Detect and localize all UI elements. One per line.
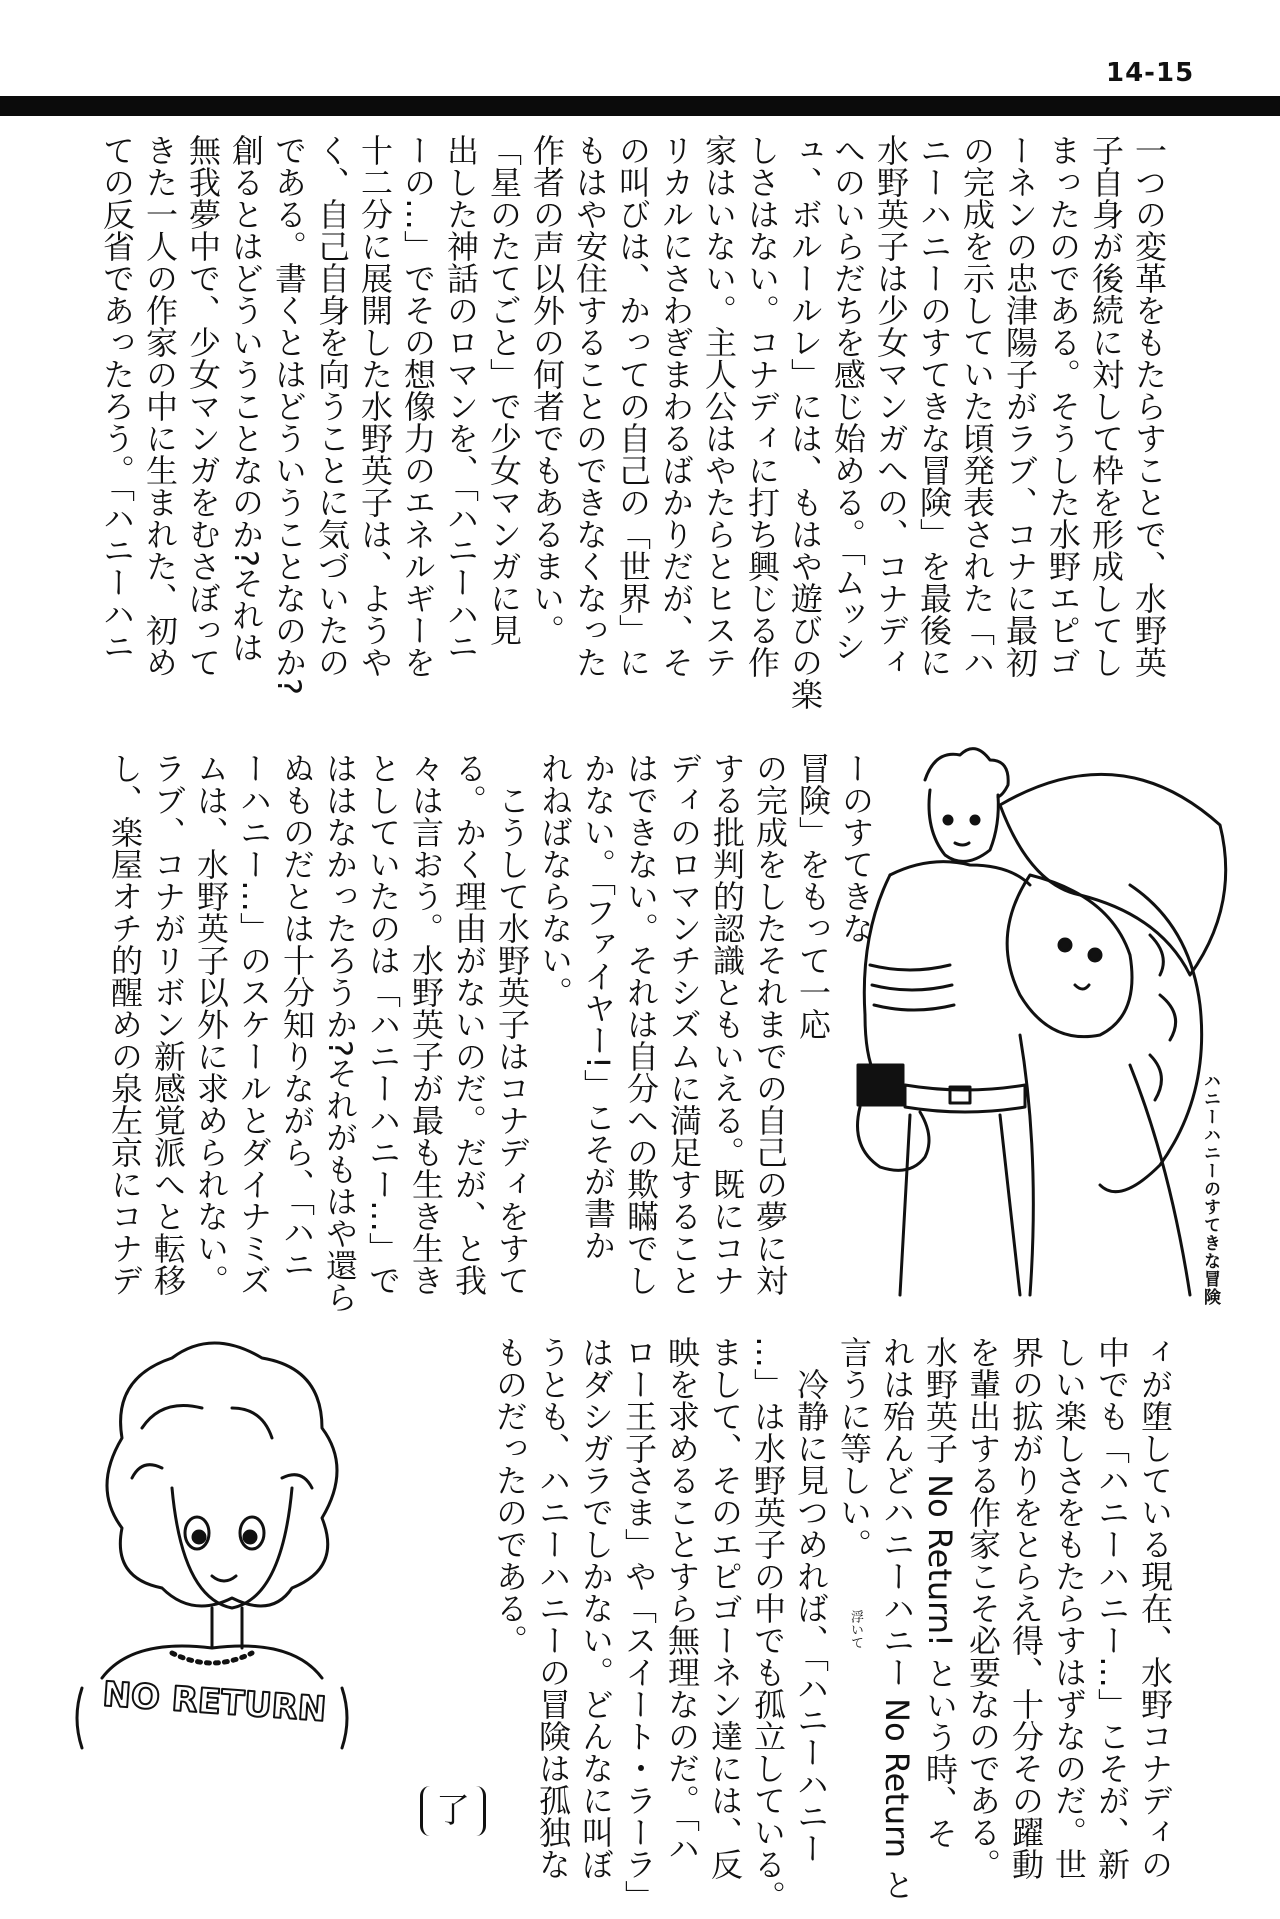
text-column: ーネンの忠津陽子がラブ、コナに最初 bbox=[1001, 134, 1039, 678]
page-number: 14-15 bbox=[1106, 58, 1195, 88]
text-column: 子自身が後続に対して枠を形成してし bbox=[1087, 134, 1125, 678]
ruby-note: 浮いて bbox=[848, 1610, 863, 1649]
text-column: かない。「ファイヤー!」こそが書か bbox=[579, 752, 617, 1261]
text-column: く、自己自身を向うことに気づいたの bbox=[313, 134, 351, 678]
text-section-middle bbox=[103, 752, 877, 1328]
text-column: もはや安住することのできなくなった bbox=[571, 134, 609, 678]
text-column: を輩出する作家こそ必要なのである。 bbox=[964, 1336, 1002, 1880]
text-column: としていたのは「ハニーハニー…」で bbox=[364, 752, 402, 1296]
text-column: る。かく理由がないのだ。だが、と我 bbox=[450, 752, 488, 1296]
text-column: うとも、ハニーハニーの冒険は孤独な bbox=[534, 1336, 572, 1880]
text-column: 十二分に展開した水野英子は、ようや bbox=[356, 134, 394, 678]
text-column: 界の拡がりをとらえ得、十分その躍動 bbox=[1007, 1336, 1045, 1880]
text-column: まったのである。そうした水野エピゴ bbox=[1044, 134, 1082, 678]
couple-illustration bbox=[830, 735, 1240, 1305]
woman-figure bbox=[1000, 774, 1226, 1295]
text-column: 水野英子は少女マンガへの、コナディ bbox=[872, 134, 910, 678]
text-column: ィが堕している現在、水野コナディの bbox=[1136, 1336, 1174, 1880]
text-column: ものだったのである。 bbox=[491, 1336, 529, 1656]
girl-illustration bbox=[62, 1318, 372, 1758]
text-column: 言うに等しい。 bbox=[835, 1336, 873, 1560]
text-column: 作者の声以外の何者でもあるまい。 bbox=[528, 134, 566, 646]
text-column: である。書くとはどういうことなのか? bbox=[270, 134, 308, 695]
text-column: れねばならない。 bbox=[536, 752, 574, 1008]
text-column: 水野英子 No Return! という時、そ bbox=[921, 1336, 959, 1850]
text-section-bottom bbox=[488, 1336, 1176, 1914]
text-column: の完成をしたそれまでの自己の夢に対 bbox=[751, 752, 789, 1296]
text-column: ぬものだとは十分知りながら、「ハニ bbox=[278, 752, 316, 1280]
text-column: 冷静に見つめれば、「ハニーハニー bbox=[792, 1336, 830, 1864]
text-column: 一つの変革をもたらすことで、水野英 bbox=[1130, 134, 1168, 678]
text-column: こうして水野英子はコナディをすて bbox=[493, 752, 531, 1296]
no-return-lettering: NO RETURN bbox=[101, 1674, 328, 1730]
text-column: し、楽屋オチ的醒めの泉左京にコナデ bbox=[106, 752, 144, 1296]
text-column: ーの…」でその想像力のエネルギーを bbox=[399, 134, 437, 678]
text-column: れは殆んどハニーハニー No Return と bbox=[878, 1336, 916, 1901]
text-column: ュ、ボルールレ」には、もはや遊びの楽 bbox=[786, 134, 824, 710]
text-column: はできない。それは自分への欺瞞でし bbox=[622, 752, 660, 1296]
text-column: ニーハニーのすてきな冒険」を最後に bbox=[915, 134, 953, 678]
text-column: ムは、水野英子以外に求められない。 bbox=[192, 752, 230, 1296]
text-column: ての反省であったろう。「ハニーハニ bbox=[98, 134, 136, 662]
text-column: 「星のたてごと」で少女マンガに見 bbox=[485, 134, 523, 646]
text-column: ははなかったろうか?それがもはや還ら bbox=[321, 752, 359, 1313]
text-column: 無我夢中で、少女マンガをむさぼって bbox=[184, 134, 222, 678]
text-column: しい楽しさをもたらすはずなのだ。世 bbox=[1050, 1336, 1088, 1880]
text-column: 出した神話のロマンを、「ハニーハニ bbox=[442, 134, 480, 662]
text-column: の完成を示していた頃発表された「ハ bbox=[958, 134, 996, 678]
text-column: …」は水野英子の中でも孤立している。 bbox=[749, 1336, 787, 1912]
text-column: ーのすてきな bbox=[837, 752, 875, 944]
text-column: 中でも「ハニーハニー…」こそが、新 bbox=[1093, 1336, 1131, 1880]
text-column: ロー王子さま」や「スイート・ラーラ」 bbox=[620, 1336, 658, 1912]
text-column: ーハニー…」のスケールとダイナミズ bbox=[235, 752, 273, 1296]
text-column: リカルにさわぎまわるばかりだが、そ bbox=[657, 134, 695, 678]
text-column: 々は言おう。水野英子が最も生き生き bbox=[407, 752, 445, 1296]
text-column: しさはない。コナディに打ち興じる作 bbox=[743, 134, 781, 678]
text-column: まして、そのエピゴーネン達には、反 bbox=[706, 1336, 744, 1880]
text-column: ディのロマンチシズムに満足すること bbox=[665, 752, 703, 1296]
text-column: の叫びは、かっての自己の「世界」に bbox=[614, 134, 652, 678]
text-column: 創るとはどういうことなのか?それは bbox=[227, 134, 265, 663]
text-column: 映を求めることすら無理なのだ。「ハ bbox=[663, 1336, 701, 1864]
text-section-top bbox=[95, 134, 1170, 744]
text-column: きた一人の作家の中に生まれた、初め bbox=[141, 134, 179, 678]
end-mark: 了 bbox=[420, 1786, 486, 1836]
text-column: はダシガラでしかない。どんなに叫ぼ bbox=[577, 1336, 615, 1880]
text-column: する批判的認識ともいえる。既にコナ bbox=[708, 752, 746, 1296]
text-column: ラブ、コナがリボン新感覚派へと転移 bbox=[149, 752, 187, 1296]
illustration-caption: ハニーハニーのすてきな冒険 bbox=[1200, 1072, 1220, 1306]
text-column: 冒険」をもって一応 bbox=[794, 752, 832, 1040]
header-bar bbox=[0, 96, 1280, 116]
text-column: 家はいない。主人公はやたらとヒステ bbox=[700, 134, 738, 678]
text-column: へのいらだちを感じ始める。「ムッシ bbox=[829, 134, 867, 662]
man-figure bbox=[858, 749, 1031, 1295]
